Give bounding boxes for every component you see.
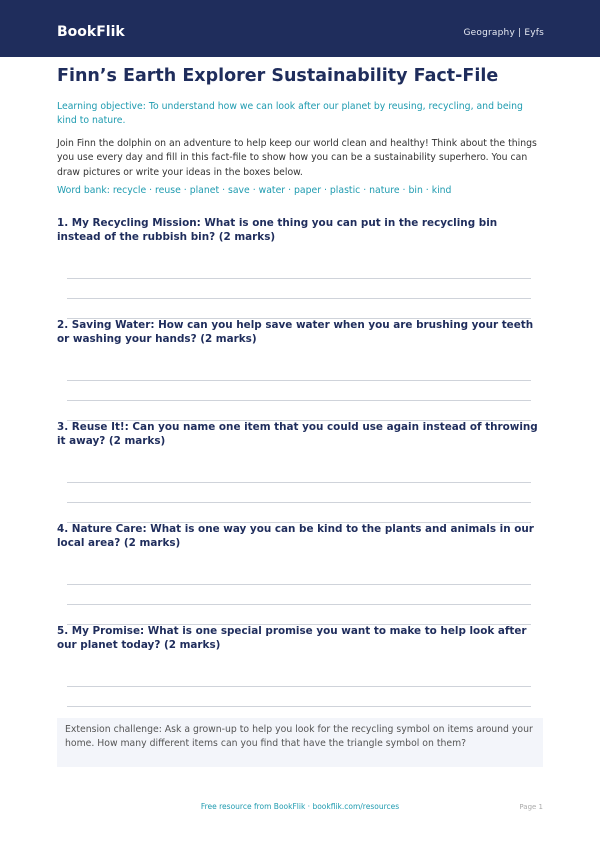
intro-paragraph: Join Finn the dolphin on an adventure to help keep our world clean and healthy! Think about the things you use every day and fill in this fact-file to show how you can be a sustainability superhero. You can draw pictures or write your ideas in the boxes below.	[57, 138, 537, 178]
answer-line[interactable]	[67, 278, 531, 279]
question-text: 1. My Recycling Mission: What is one thing you can put in the recycling bin instead of the rubbish bin? (2 marks)	[57, 217, 498, 243]
answer-line[interactable]	[67, 380, 531, 381]
question-text: 3. Reuse It!: Can you name one item that you could use again instead of throwing it away? (2 marks)	[57, 421, 538, 447]
question-text: 4. Nature Care: What is one way you can be kind to the plants and animals in our local area? (2 marks)	[57, 523, 534, 549]
answer-line[interactable]	[67, 686, 531, 687]
answer-line[interactable]	[67, 584, 531, 585]
question-2	[57, 318, 543, 346]
question-text: 5. My Promise: What is one special promise you want to make to help look after our planet today? (2 marks)	[57, 625, 527, 651]
question-4	[57, 522, 543, 550]
question-text: 2. Saving Water: How can you help save water when you are brushing your teeth or washing your hands? (2 marks)	[57, 319, 534, 345]
brand-logo[interactable]: BookFlik	[57, 24, 125, 40]
page-title: Finn’s Earth Explorer Sustainability Fact-File	[57, 66, 499, 86]
learning-objective: Learning objective: To understand how we can look after our planet by reusing, recycling, and being kind to nature.	[57, 101, 523, 126]
answer-line[interactable]	[67, 482, 531, 483]
answer-line[interactable]	[67, 604, 531, 605]
extension-text: Extension challenge: Ask a grown-up to help you look for the recycling symbol on items around your home. How many different items can you find that have the triangle symbol on them?	[65, 724, 533, 749]
answer-line[interactable]	[67, 298, 531, 299]
footer-resource-link[interactable]: Free resource from BookFlik · bookflik.com/resources	[200, 802, 400, 811]
question-5	[57, 624, 543, 652]
word-bank: Word bank: recycle · reuse · planet · save · water · paper · plastic · nature · bin · kind	[57, 185, 452, 196]
subject-label: Geography | Eyfs	[463, 28, 544, 38]
page-number: Page 1	[519, 803, 543, 811]
answer-line[interactable]	[67, 706, 531, 707]
answer-line[interactable]	[67, 502, 531, 503]
answer-line[interactable]	[67, 400, 531, 401]
question-1	[57, 216, 543, 244]
question-3	[57, 420, 543, 448]
extension-challenge-box	[57, 718, 543, 767]
header-bar	[0, 0, 600, 57]
